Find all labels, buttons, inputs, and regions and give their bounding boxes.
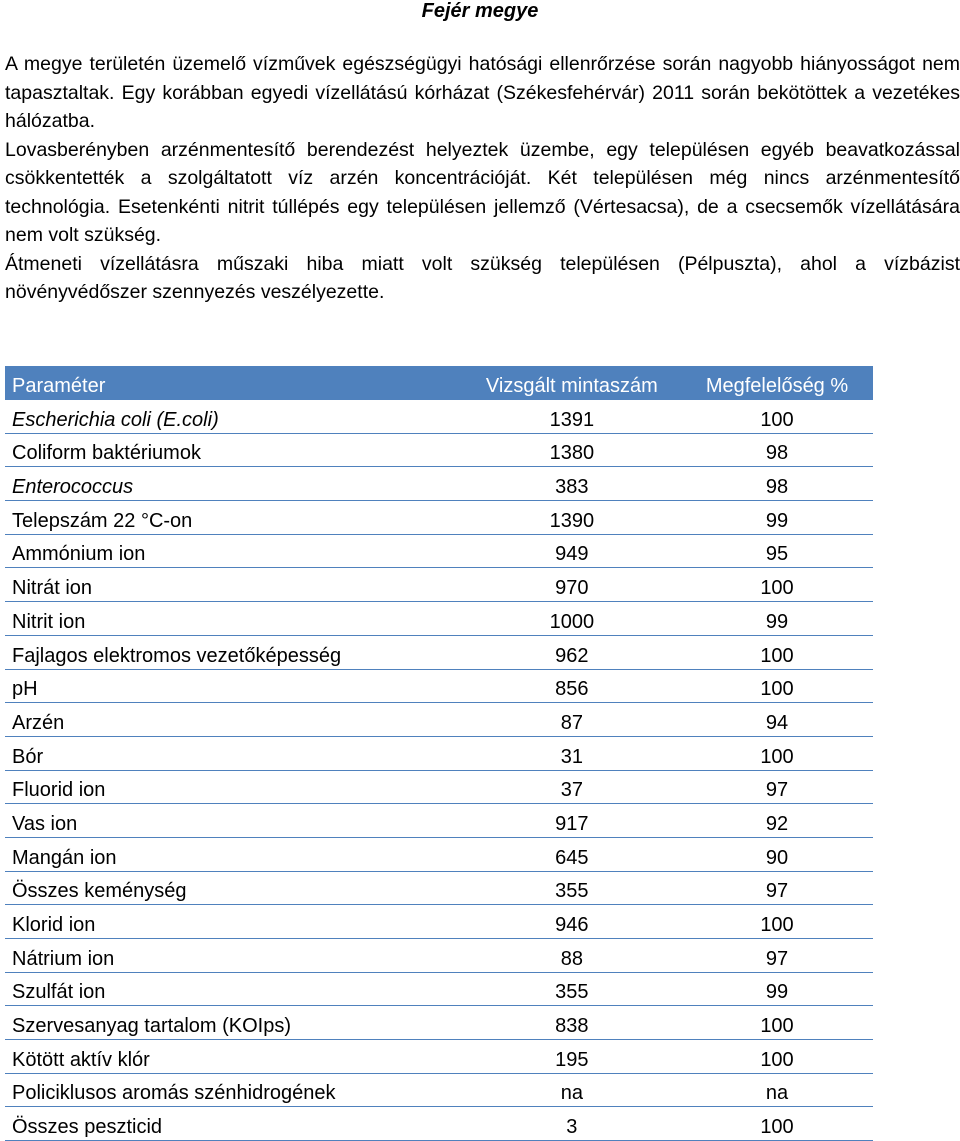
table-row: [5, 736, 873, 770]
table-row: [5, 871, 873, 905]
parameter-cell: Fluorid ion: [5, 770, 463, 804]
parameter-cell: Szervesanyag tartalom (KOIps): [5, 1006, 463, 1040]
parameter-cell: Nitrit ion: [5, 602, 463, 636]
compliance-cell: 92: [681, 804, 873, 838]
compliance-cell: 100: [681, 1040, 873, 1074]
compliance-cell: 97: [681, 871, 873, 905]
sample-count-cell: 1380: [463, 433, 681, 467]
sample-count-cell: 949: [463, 534, 681, 568]
parameter-cell: pH: [5, 669, 463, 703]
table-row: [5, 972, 873, 1006]
table-row: [5, 501, 873, 535]
compliance-cell: 97: [681, 939, 873, 973]
parameter-cell: Szulfát ion: [5, 972, 463, 1006]
table-row: [5, 568, 873, 602]
sample-count-cell: 962: [463, 635, 681, 669]
sample-count-cell: 970: [463, 568, 681, 602]
parameter-cell: Ammónium ion: [5, 534, 463, 568]
compliance-cell: 95: [681, 534, 873, 568]
sample-count-cell: 195: [463, 1040, 681, 1074]
compliance-cell: na: [681, 1073, 873, 1107]
sample-count-cell: 645: [463, 837, 681, 871]
sample-count-cell: 88: [463, 939, 681, 973]
parameter-cell: Mangán ion: [5, 837, 463, 871]
table-row: [5, 534, 873, 568]
table-row: [5, 433, 873, 467]
table-row: [5, 770, 873, 804]
compliance-cell: 100: [681, 669, 873, 703]
table-body: [5, 400, 873, 1141]
paragraph: A megye területén üzemelő vízművek egészségügyi hatósági ellenrőrzése során nagyobb hiányosságot nem tapasztaltak. Egy korábban egyedi vízellátású kórházat (Székesfehérvár) 2011 során bekötöttek a vezetékes hálózatba.: [5, 53, 960, 132]
sample-count-cell: 1000: [463, 602, 681, 636]
parameter-cell: Enterococcus: [5, 467, 463, 501]
table-row: [5, 602, 873, 636]
table-row: [5, 1040, 873, 1074]
sample-count-cell: 3: [463, 1107, 681, 1141]
header-sample-count: Vizsgált mintaszám: [463, 366, 681, 400]
compliance-cell: 98: [681, 433, 873, 467]
paragraph: Lovasberényben arzénmentesítő berendezést helyeztek üzembe, egy településen egyéb beavatkozással csökkentették a szolgáltatott víz arzén koncentrációját. Két településen még nincs arzénmentesítő technológia. Esetenkénti nitrit túllépés egy településen jellemző (Vértesacsa), de a csecsemők vízellátására nem volt szükség.: [5, 138, 960, 246]
sample-count-cell: 917: [463, 804, 681, 838]
table-row: [5, 804, 873, 838]
compliance-cell: 99: [681, 501, 873, 535]
parameter-cell: Telepszám 22 °C-on: [5, 501, 463, 535]
sample-count-cell: 1391: [463, 400, 681, 434]
table-row: [5, 635, 873, 669]
compliance-cell: 94: [681, 703, 873, 737]
compliance-cell: 99: [681, 602, 873, 636]
sample-count-cell: 31: [463, 736, 681, 770]
table-row: [5, 467, 873, 501]
paragraph: Átmeneti vízellátásra műszaki hiba miatt volt szükség településen (Pélpuszta), ahol a vízbázist növényvédőszer szennyezés veszélyezette.: [5, 252, 960, 303]
parameter-cell: Összes keménység: [5, 871, 463, 905]
compliance-cell: 99: [681, 972, 873, 1006]
parameter-cell: Nitrát ion: [5, 568, 463, 602]
sample-count-cell: 355: [463, 972, 681, 1006]
sample-count-cell: 87: [463, 703, 681, 737]
sample-count-cell: 383: [463, 467, 681, 501]
parameter-cell: Vas ion: [5, 804, 463, 838]
parameter-cell: Policiklusos aromás szénhidrogének: [5, 1073, 463, 1107]
table-row: [5, 703, 873, 737]
parameter-cell: Arzén: [5, 703, 463, 737]
page-title: Fejér megye: [421, 0, 539, 22]
compliance-cell: 100: [681, 905, 873, 939]
table-row: [5, 939, 873, 973]
table-row: [5, 1107, 873, 1141]
parameter-cell: Fajlagos elektromos vezetőképesség: [5, 635, 463, 669]
parameter-cell: Bór: [5, 736, 463, 770]
table-row: [5, 837, 873, 871]
parameter-cell: Összes peszticid: [5, 1107, 463, 1141]
table-header-row: [5, 366, 873, 400]
results-table: [5, 366, 873, 1141]
compliance-cell: 98: [681, 467, 873, 501]
header-parameter: Paraméter: [5, 366, 463, 400]
compliance-cell: 90: [681, 837, 873, 871]
compliance-cell: 100: [681, 1107, 873, 1141]
compliance-cell: 97: [681, 770, 873, 804]
parameter-cell: Nátrium ion: [5, 939, 463, 973]
sample-count-cell: 355: [463, 871, 681, 905]
compliance-cell: 100: [681, 736, 873, 770]
parameter-cell: Kötött aktív klór: [5, 1040, 463, 1074]
sample-count-cell: 37: [463, 770, 681, 804]
parameter-cell: Klorid ion: [5, 905, 463, 939]
table-row: [5, 1006, 873, 1040]
table-row: [5, 1073, 873, 1107]
compliance-cell: 100: [681, 400, 873, 434]
parameter-cell: Coliform baktériumok: [5, 433, 463, 467]
body-text: [5, 50, 960, 307]
parameter-cell: Escherichia coli (E.coli): [5, 400, 463, 434]
sample-count-cell: 1390: [463, 501, 681, 535]
sample-count-cell: na: [463, 1073, 681, 1107]
compliance-cell: 100: [681, 568, 873, 602]
compliance-cell: 100: [681, 1006, 873, 1040]
table-row: [5, 905, 873, 939]
sample-count-cell: 856: [463, 669, 681, 703]
table-row: [5, 400, 873, 434]
compliance-cell: 100: [681, 635, 873, 669]
sample-count-cell: 838: [463, 1006, 681, 1040]
header-compliance: Megfelelőség %: [681, 366, 873, 400]
sample-count-cell: 946: [463, 905, 681, 939]
table-row: [5, 669, 873, 703]
